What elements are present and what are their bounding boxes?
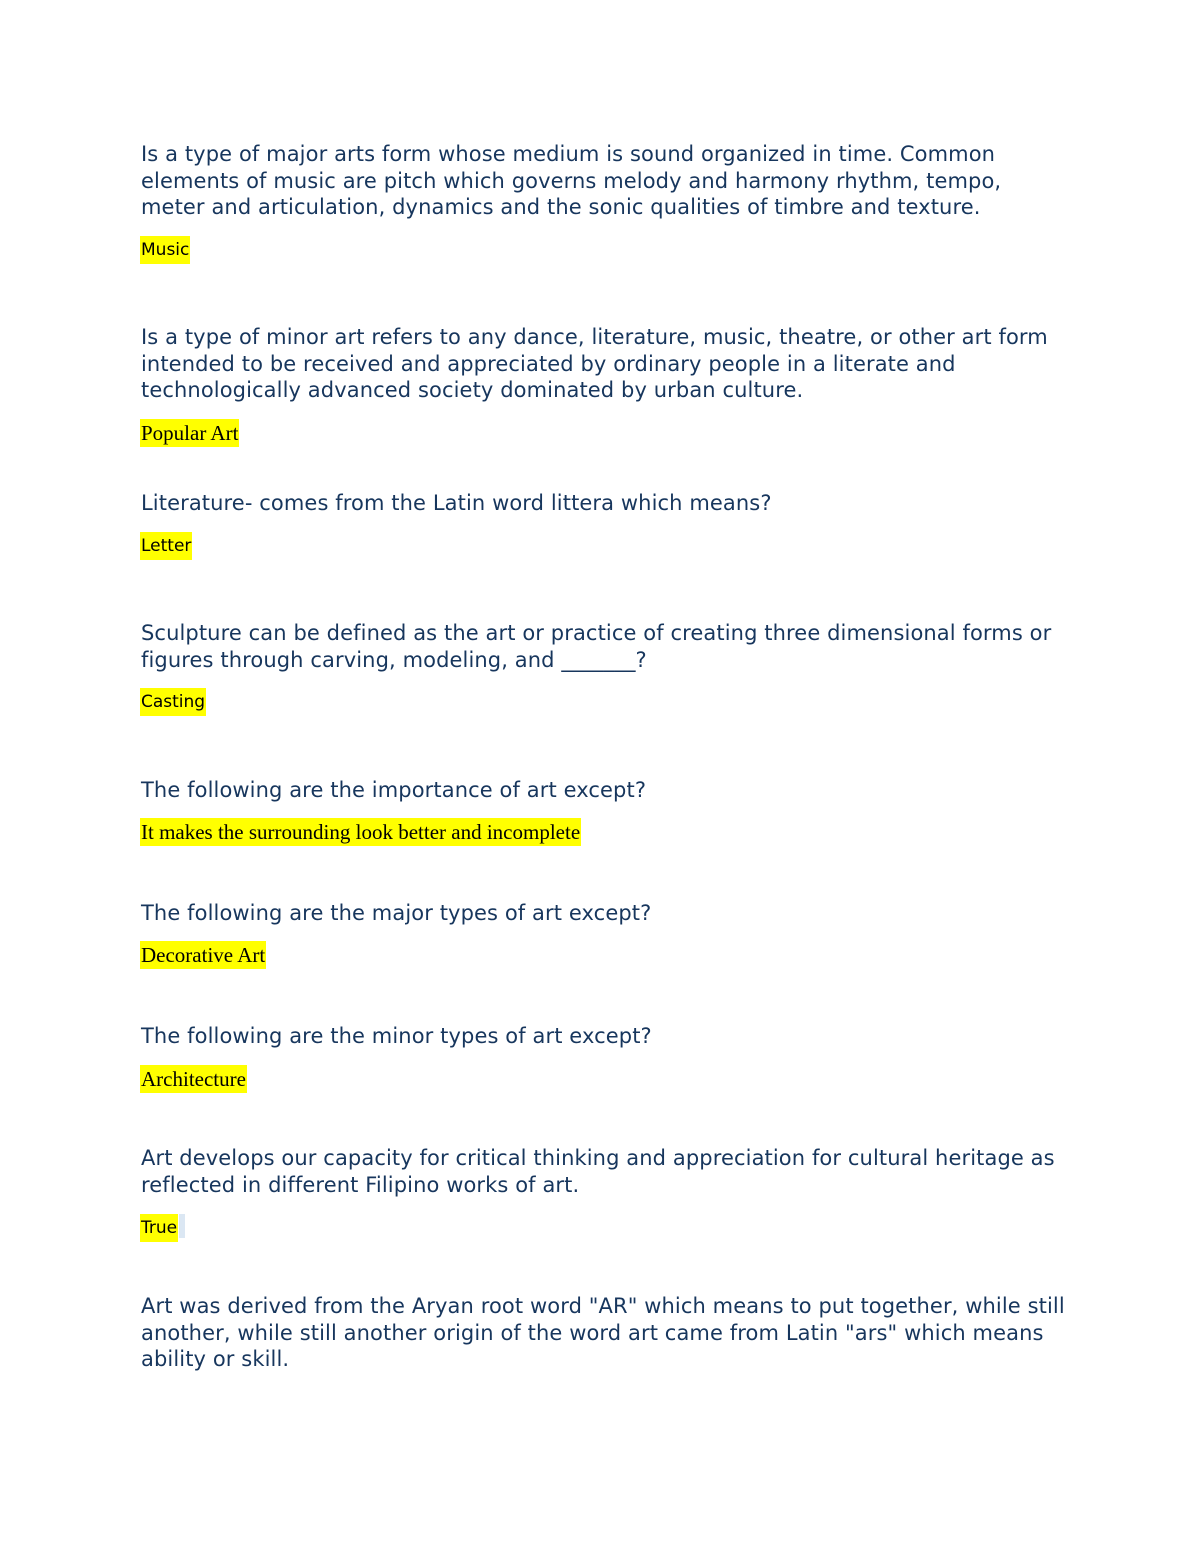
question-5-text: The following are the importance of art except? xyxy=(141,778,647,802)
question-1-text: Is a type of major arts form whose medium is sound organized in time. Common elements of music are pitch which governs melody and harmony rhythm, tempo, meter and articulation, dynamics and the sonic qualities of timbre and texture. xyxy=(141,142,1008,219)
text-selection-mark xyxy=(179,1214,185,1238)
answer-7-highlight: Architecture xyxy=(141,1067,246,1091)
answer-4-highlight: Casting xyxy=(140,688,206,716)
answer-5-highlight: It makes the surrounding look better and incomplete xyxy=(141,820,581,844)
question-9-text: Art was derived from the Aryan root word "AR" which means to put together, while still another, while still another origin of the word art came from Latin "ars" which means ability or skill. xyxy=(141,1294,1072,1371)
answer-3-highlight: Letter xyxy=(140,532,192,560)
question-2-text: Is a type of minor art refers to any dance, literature, music, theatre, or other art form intended to be received and appreciated by ordinary people in a literate and technologically advanced society dominated by urban culture. xyxy=(141,325,1055,402)
answer-2-highlight: Popular Art xyxy=(141,421,239,445)
answer-1-highlight: Music xyxy=(140,236,190,264)
question-8-text: Art develops our capacity for critical thinking and appreciation for cultural heritage as reflected in different Filipino works of art. xyxy=(141,1146,1062,1197)
question-4-text: Sculpture can be defined as the art or practice of creating three dimensional forms or figures through carving, modeling, and _______? xyxy=(141,621,1059,672)
question-3-text: Literature- comes from the Latin word littera which means? xyxy=(141,491,772,515)
question-7-text: The following are the minor types of art except? xyxy=(141,1024,652,1048)
answer-8-highlight: True xyxy=(140,1214,178,1242)
question-6-text: The following are the major types of art except? xyxy=(141,901,652,925)
answer-6-highlight: Decorative Art xyxy=(141,943,266,967)
answer-8-wrapper xyxy=(140,1214,185,1242)
